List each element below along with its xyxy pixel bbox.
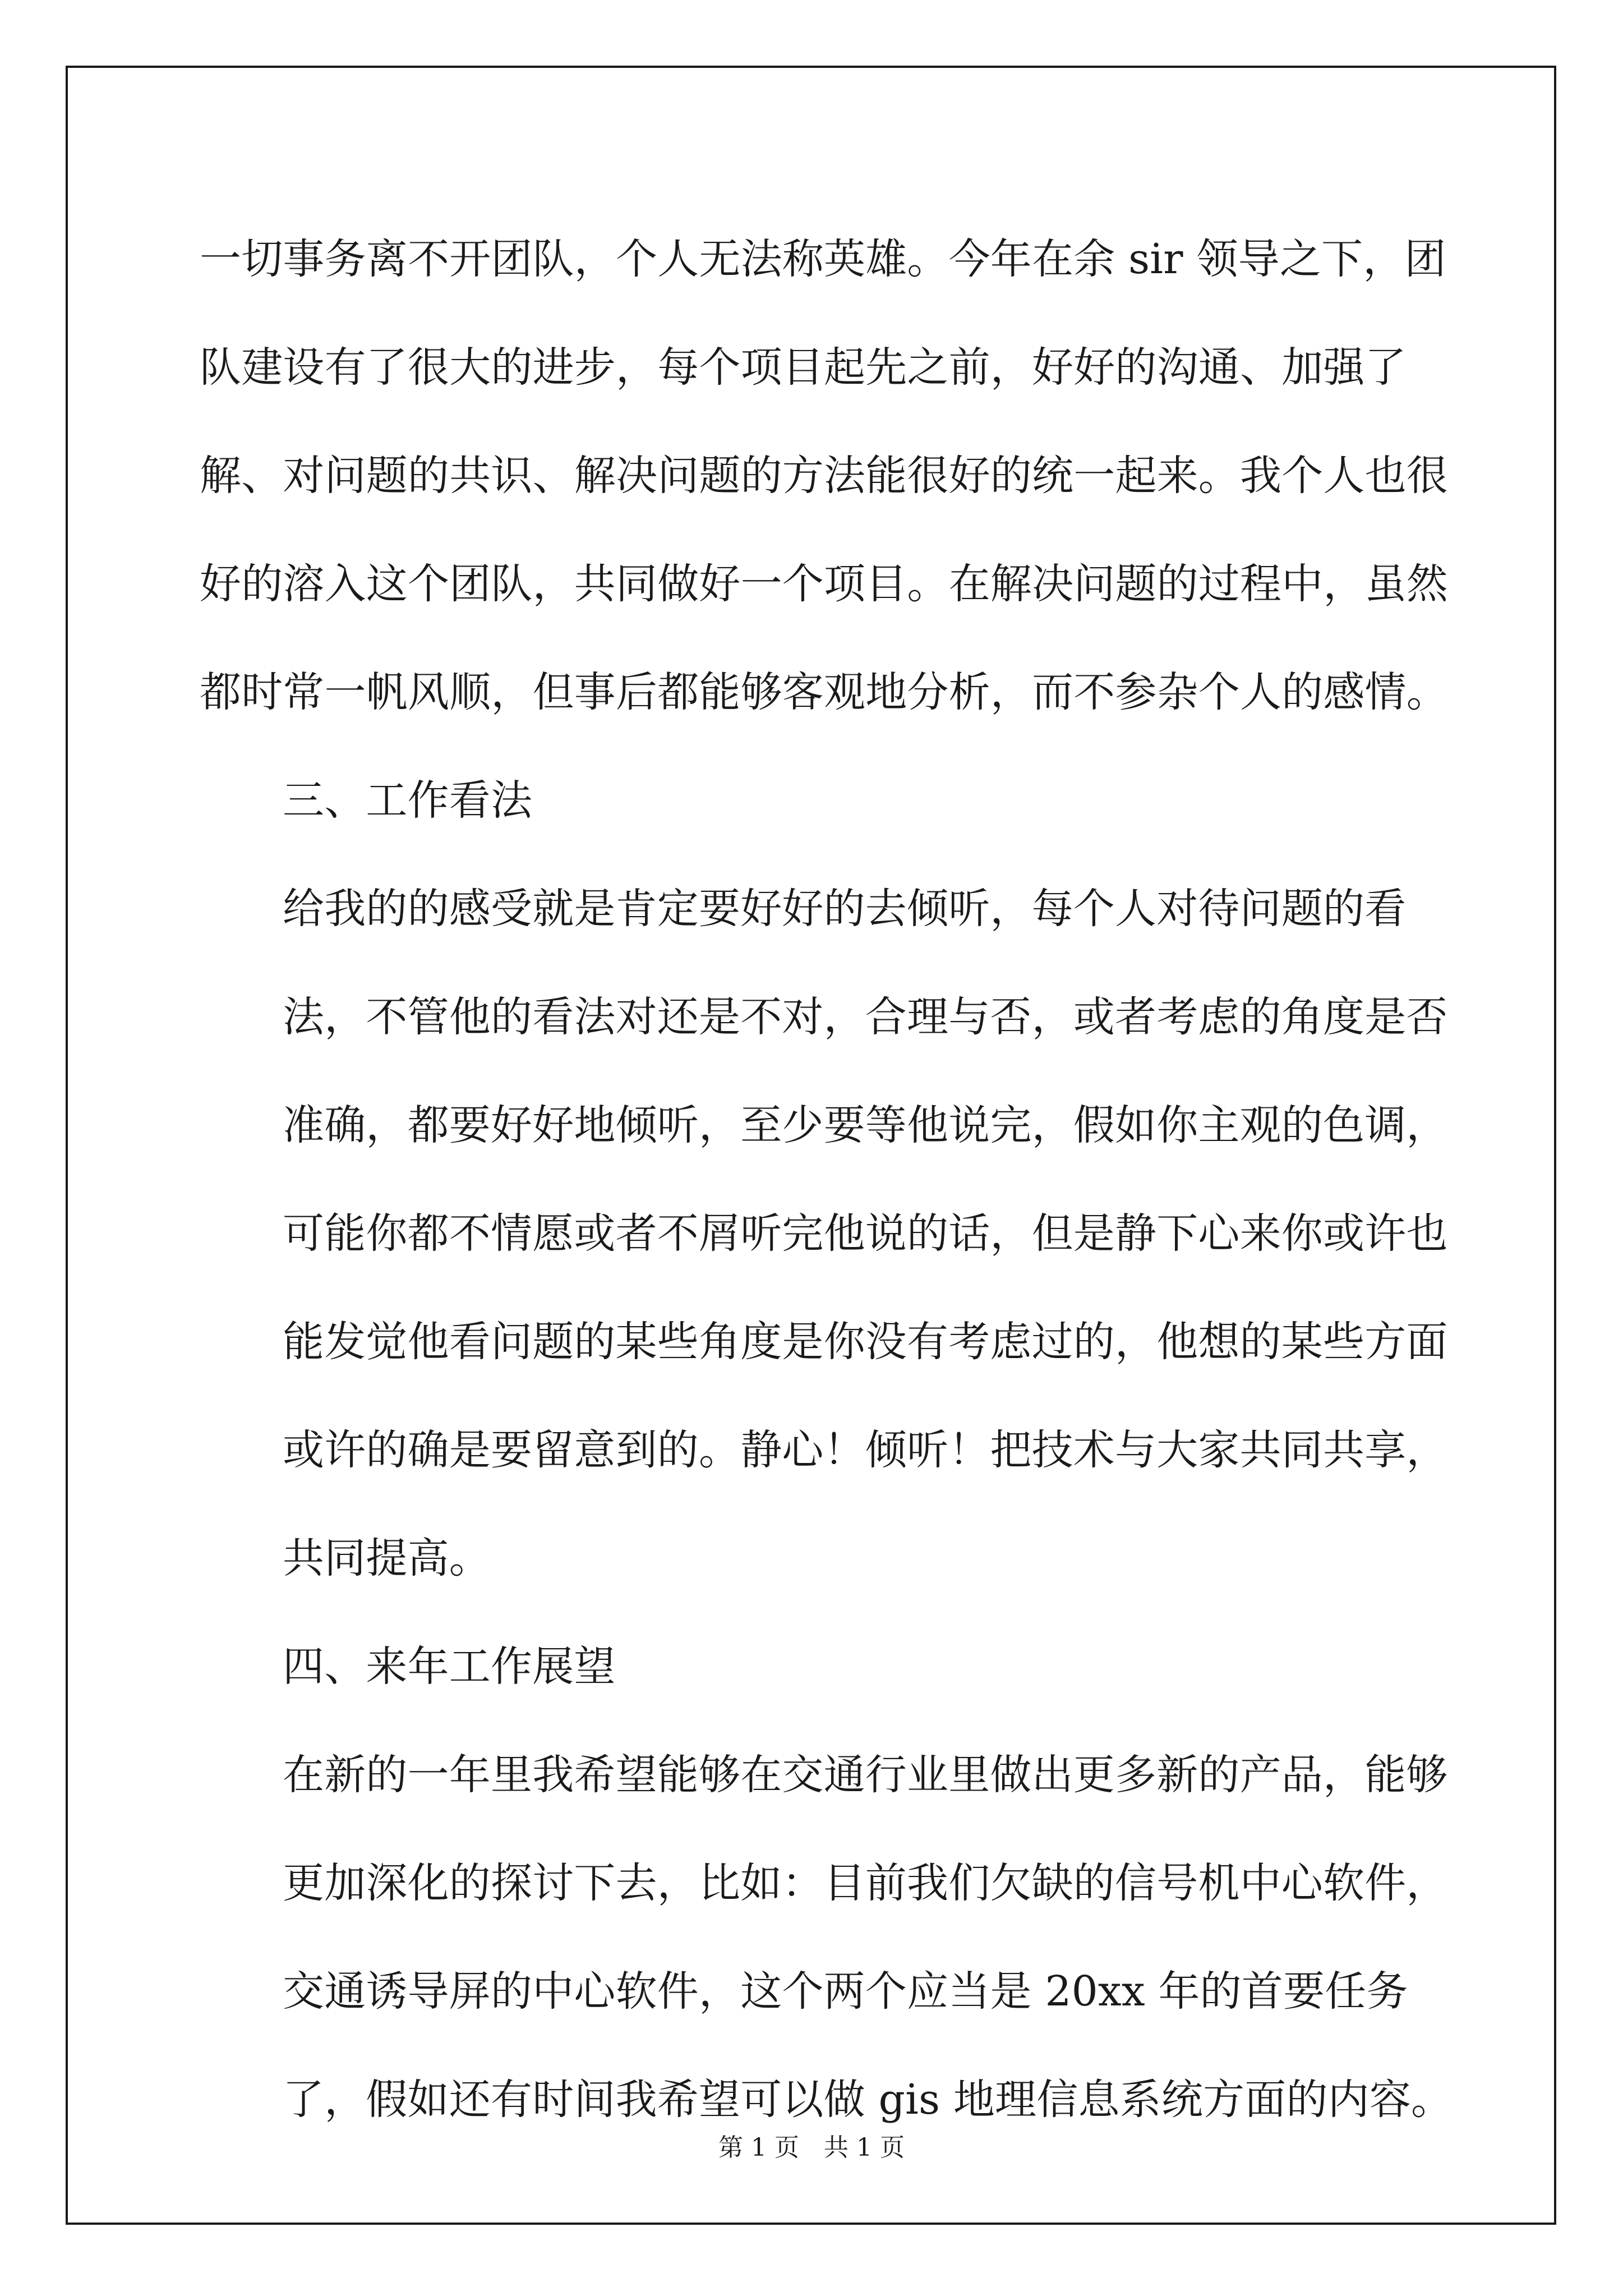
heading-next-year-outlook: 四、来年工作展望 bbox=[283, 1642, 616, 1691]
paragraph-team: 一切事务离不开团队，个人无法称英雄。今年在余 sir 领导之下，团队建设有了很大的进步，每个项目起先之前，好好的沟通、加强了解、对问题的共识、解决问题的方法能很好的统一起来。我个人也很好的溶入这个团队，共同做好一个项目。在解决问题的过程中，虽然都时常一帆风顺，但事后都能够客观地分析，而不参杂个人的感情。 bbox=[200, 235, 1448, 716]
paragraph-next-year: 在新的一年里我希望能够在交通行业里做出更多新的产品，能够更加深化的探讨下去，比如：目前我们欠缺的信号机中心软件，交通诱导屏的中心软件，这个两个应当是 20xx 年的首要任务了，假如还有时间我希望可以做 gis 地理信息系统方面的内容。 bbox=[283, 1751, 1453, 2124]
heading-work-views: 三、工作看法 bbox=[283, 776, 533, 825]
document-body bbox=[200, 205, 1456, 2154]
page-footer bbox=[0, 2127, 1623, 2163]
page-number: 第 1 页 bbox=[718, 2133, 799, 2162]
page-total: 共 1 页 bbox=[824, 2133, 905, 2162]
paragraph-listening: 给我的的感受就是肯定要好好的去倾听，每个人对待问题的看法，不管他的看法对还是不对，合理与否，或者考虑的角度是否准确，都要好好地倾听，至少要等他说完，假如你主观的色调，可能你都不情愿或者不屑听完他说的话，但是静下心来你或许也能发觉他看问题的某些角度是你没有考虑过的，他想的某些方面或许的确是要留意到的。静心！倾听！把技术与大家共同共享，共同提高。 bbox=[283, 885, 1448, 1582]
